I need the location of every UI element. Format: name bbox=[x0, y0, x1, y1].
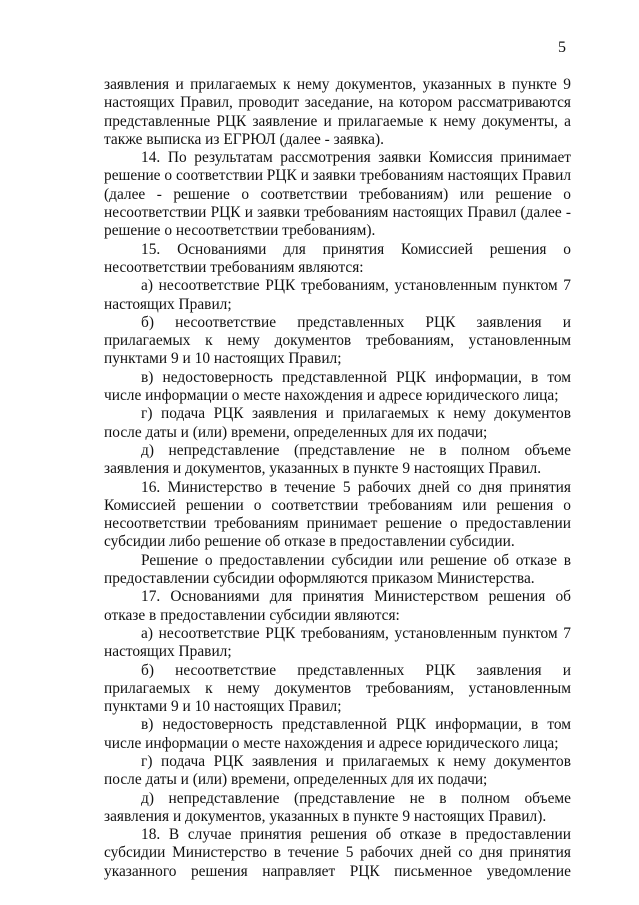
paragraph: в) недостоверность представленной РЦК информации, в том числе информации о месте нахождения и адресе юридического лица; bbox=[104, 368, 571, 405]
paragraph: 14. По результатам рассмотрения заявки Комиссия принимает решение о соответствии РЦК и заявки требованиям настоящих Правил (далее - решение о соответствии требованиям) или решение о несоответствии РЦК и заявки требованиям настоящих Правил (далее - решение о несоответствии требованиям). bbox=[104, 149, 571, 240]
page-number: 5 bbox=[558, 39, 566, 56]
paragraph: 16. Министерство в течение 5 рабочих дней со дня принятия Комиссией решении о соответствии требованиям или решения о несоответствии требованиям принимает решение о предоставлении субсидии либо решение об отказе в предоставлении субсидии. bbox=[104, 478, 571, 551]
document-body bbox=[104, 76, 571, 881]
paragraph: г) подача РЦК заявления и прилагаемых к нему документов после даты и (или) времени, определенных для их подачи; bbox=[104, 752, 571, 789]
paragraph: 18. В случае принятия решения об отказе в предоставлении субсидии Министерство в течение 5 рабочих дней со дня принятия указанного решения направляет РЦК письменное уведомление bbox=[104, 826, 571, 880]
paragraph: а) несоответствие РЦК требованиям, установленным пунктом 7 настоящих Правил; bbox=[104, 624, 571, 661]
paragraph: в) недостоверность представленной РЦК информации, в том числе информации о месте нахождения и адресе юридического лица; bbox=[104, 716, 571, 752]
paragraph: б) несоответствие представленных РЦК заявления и прилагаемых к нему документов требованиям, установленным пунктами 9 и 10 настоящих Правил; bbox=[104, 313, 571, 368]
paragraph: 15. Основаниями для принятия Комиссией решения о несоответствии требованиям являются: bbox=[104, 240, 571, 276]
paragraph: Решение о предоставлении субсидии или решение об отказе в предоставлении субсидии оформляются приказом Министерства. bbox=[104, 551, 571, 588]
paragraph: а) несоответствие РЦК требованиям, установленным пунктом 7 настоящих Правил; bbox=[104, 277, 571, 313]
paragraph: д) непредставление (представление не в полном объеме заявления и документов, указанных в пункте 9 настоящих Правил). bbox=[104, 789, 571, 825]
paragraph: заявления и прилагаемых к нему документов, указанных в пункте 9 настоящих Правил, проводит заседание, на котором рассматриваются представленные РЦК заявление и прилагаемые к нему документы, а также выписка из ЕГРЮЛ (далее - заявка). bbox=[104, 76, 571, 148]
paragraph: д) непредставление (представление не в полном объеме заявления и документов, указанных в пункте 9 настоящих Правил. bbox=[104, 441, 571, 478]
paragraph: г) подача РЦК заявления и прилагаемых к нему документов после даты и (или) времени, определенных для их подачи; bbox=[104, 405, 571, 441]
paragraph: б) несоответствие представленных РЦК заявления и прилагаемых к нему документов требованиям, установленным пунктами 9 и 10 настоящих Правил; bbox=[104, 661, 571, 716]
paragraph: 17. Основаниями для принятия Министерством решения об отказе в предоставлении субсидии являются: bbox=[104, 588, 571, 624]
